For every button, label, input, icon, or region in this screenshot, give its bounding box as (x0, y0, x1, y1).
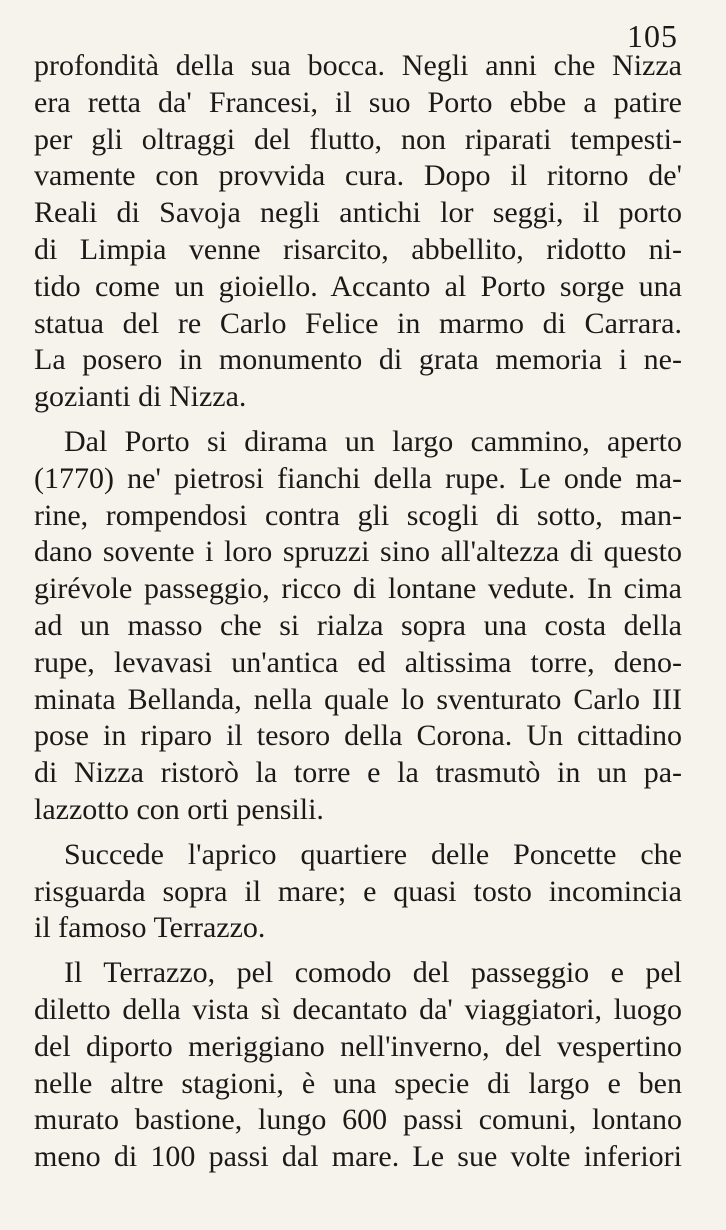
text-line: gozianti di Nizza. (34, 380, 247, 414)
text-line: di Nizza ristorò la torre e la trasmutò in un pa- (34, 756, 682, 790)
text-line: Reali di Savoja negli antichi lor seggi, il porto (34, 196, 682, 230)
text-line: del diporto meriggiano nell'inverno, del vespertino (34, 1029, 682, 1063)
page-number: 105 (627, 18, 678, 54)
text-line: il famoso Terrazzo. (34, 911, 266, 945)
text-line: ad un masso che si rialza sopra una costa della (34, 608, 682, 642)
ink-speck (70, 1200, 78, 1218)
text-line: pose in riparo il tesoro della Corona. Un cittadino (34, 719, 682, 753)
body-text (34, 48, 682, 1176)
text-line: girévole passeggio, ricco di lontane vedute. In cima (34, 572, 682, 606)
text-line: risguarda sopra il mare; e quasi tosto incomincia (34, 874, 682, 908)
text-line: (1770) ne' pietrosi fianchi della rupe. Le onde ma- (34, 461, 682, 495)
text-line: murato bastione, lungo 600 passi comuni, lontano (34, 1103, 682, 1137)
text-line: meno di 100 passi dal mare. Le sue volte inferiori (34, 1140, 682, 1174)
text-line: era retta da' Francesi, il suo Porto ebbe a patire (34, 85, 682, 119)
text-line: profondità della sua bocca. Negli anni che Nizza (34, 49, 682, 82)
text-line: dano sovente i loro spruzzi sino all'altezza di questo (34, 535, 682, 569)
text-line: Dal Porto si dirama un largo cammino, aperto (64, 424, 682, 458)
text-line: di Limpia venne risarcito, abbellito, ridotto ni- (34, 232, 682, 266)
text-line: rupe, levavasi un'antica ed altissima torre, deno- (34, 645, 682, 679)
text-line: tido come un gioiello. Accanto al Porto sorge una (34, 269, 682, 303)
text-line: vamente con provvida cura. Dopo il ritorno de' (34, 159, 682, 193)
text-line: statua del re Carlo Felice in marmo di Carrara. (34, 306, 682, 340)
text-line: minata Bellanda, nella quale lo sventurato Carlo III (34, 682, 682, 716)
text-line: lazzotto con orti pensili. (34, 792, 324, 826)
text-line: per gli oltraggi del flutto, non riparati tempesti- (34, 122, 682, 156)
text-line: rine, rompendosi contra gli scogli di sotto, man- (34, 498, 682, 532)
text-line: Succede l'aprico quartiere delle Poncette che (64, 837, 682, 871)
text-line: La posero in monumento di grata memoria i ne- (34, 343, 682, 377)
text-line: nelle altre stagioni, è una specie di largo e ben (34, 1066, 682, 1100)
text-line: Il Terrazzo, pel comodo del passeggio e pel (64, 956, 682, 990)
text-line: diletto della vista sì decantato da' viaggiatori, luogo (34, 992, 682, 1026)
